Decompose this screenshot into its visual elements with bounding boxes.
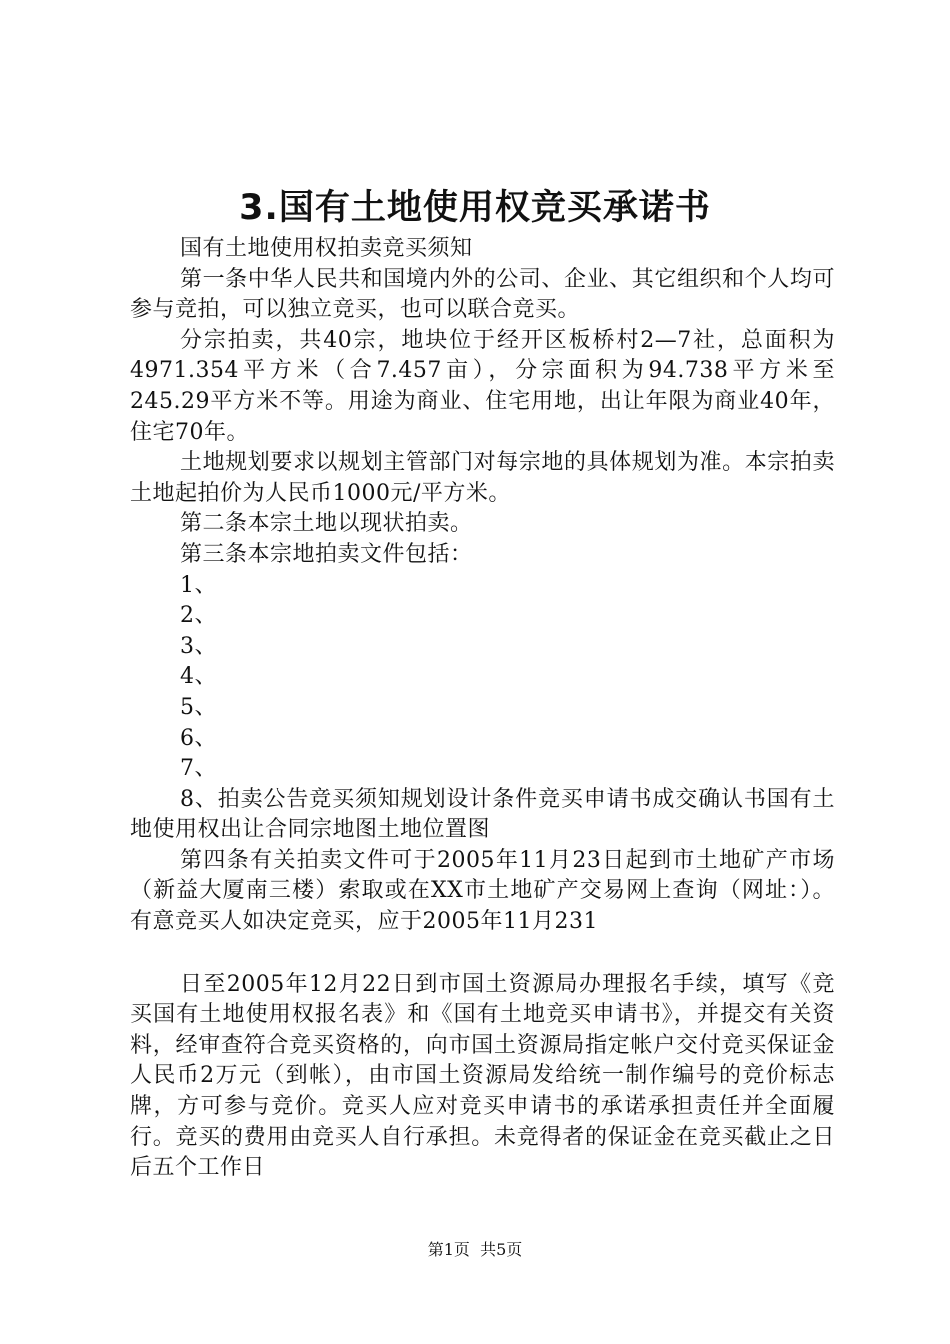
paragraph: 分宗拍卖，共40宗，地块位于经开区板桥村2—7社，总面积为4971.354平方米（合7.457亩），分宗面积为94.738平方米至245.29平方米不等。用途为商业、住宅用地，出让年限为商业40年，住宅70年。 [130, 327, 835, 445]
list-item: 4、 [180, 664, 217, 690]
list-item: 8、拍卖公告竞买须知规划设计条件竞买申请书成交确认书国有土地使用权出让合同宗地图土地位置图 [130, 786, 835, 843]
paragraph: 第四条有关拍卖文件可于2005年11月23日起到市土地矿产市场（新益大厦南三楼）索取或在XX市土地矿产交易网上查询（网址：）。有意竞买人如决定竞买，应于2005年11月231 [130, 847, 835, 935]
paragraph-gap [130, 938, 835, 970]
paragraph: 第三条本宗地拍卖文件包括： [180, 541, 473, 567]
list-item: 3、 [180, 633, 217, 659]
list-item: 2、 [180, 603, 217, 629]
page-number: 第1页 共5页 [427, 1240, 523, 1259]
paragraph: 日至2005年12月22日到市国土资源局办理报名手续，填写《竞买国有土地使用权报名表》和《国有土地竞买申请书》，并提交有关资料，经审查符合竞买资格的，向市国土资源局指定帐户交付竞买保证金人民币2万元（到帐），由市国土资源局发给统一制作编号的竞价标志牌，方可参与竞价。竞买人应对竞买申请书的承诺承担责任并全面履行。竞买的费用由竞买人自行承担。未竞得者的保证金在竞买截止之日后五个工作日 [130, 971, 835, 1181]
list-item: 1、 [180, 572, 217, 598]
document-title: 3.国有土地使用权竞买承诺书 [239, 188, 711, 228]
list-item: 6、 [180, 725, 217, 751]
paragraph: 第一条中华人民共和国境内外的公司、企业、其它组织和个人均可参与竞拍，可以独立竞买，也可以联合竞买。 [130, 266, 835, 323]
paragraph: 土地规划要求以规划主管部门对每宗地的具体规划为准。本宗拍卖土地起拍价为人民币1000元/平方米。 [130, 450, 835, 506]
page-footer [0, 1238, 950, 1262]
list-item: 5、 [180, 694, 217, 720]
list-item: 7、 [180, 756, 217, 782]
paragraph: 第二条本宗土地以现状拍卖。 [180, 511, 473, 537]
document-body [130, 234, 835, 1184]
paragraph: 国有土地使用权拍卖竞买须知 [180, 236, 473, 261]
